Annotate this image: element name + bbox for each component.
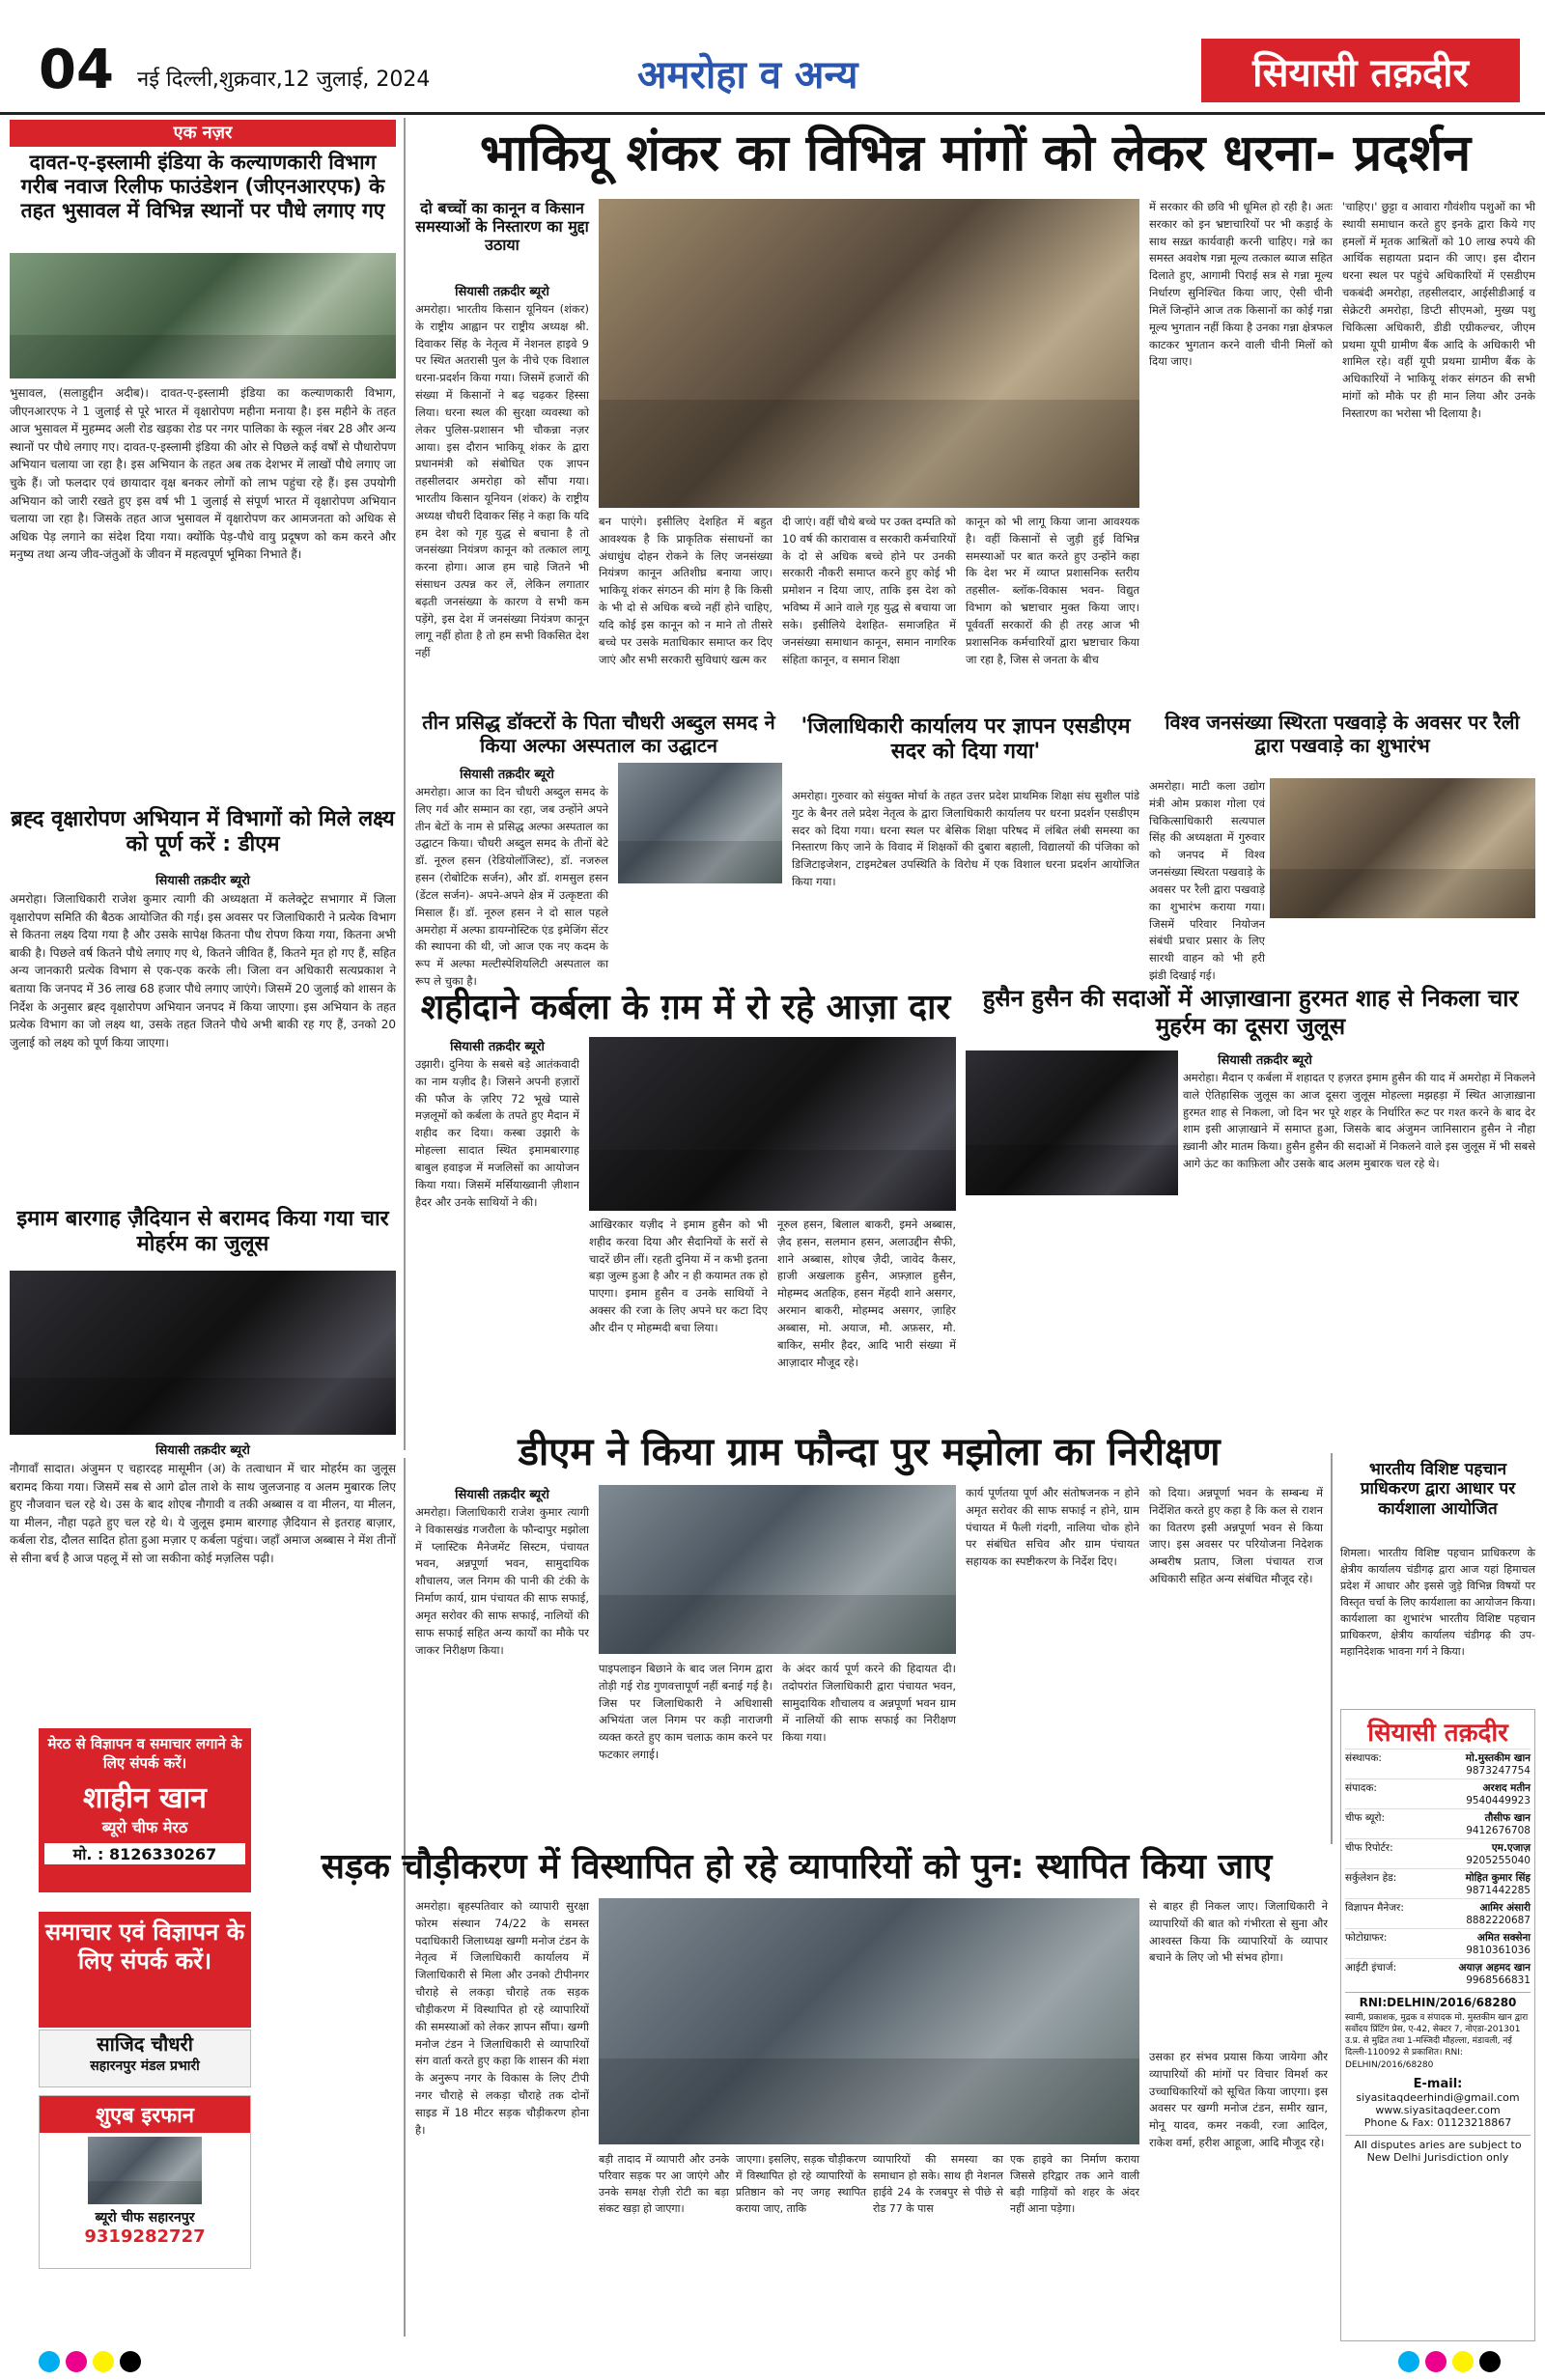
inspection-photo [599, 1485, 956, 1654]
masthead-label: संस्थापक: [1345, 1752, 1382, 1764]
story-body: अमरोहा। मैदान ए कर्बला में शहादत ए हज़रत इमाम हुसैन की याद में अमरोहा में निकलने वाले ऐतिहासिक जुलूस का आज दूसरा जुलूस मोहल्ला मझहड़ा में स्थित आज़ाख़ाना हुरमत शाह से निकला, जो दिन भर पूरे शहर के निर्धारित रूट पर गश्त करने के बाद देर शाम इसी आज़ाखाने में समाप्त हुआ, जिसके बाद अंजुमन जानिसारान हुसैन ने नौहा ख़्वानी और मातम किया। हुसैन हुसैन की सदाओं में निकलने वाले इस जुलूस में भी सबसे आगे ऊंट का काफ़िला और उसके बाद अलम मुबारक चल रहे थे। [1183, 1071, 1535, 1171]
lead-body: में सरकार की छवि भी धूमिल हो रही है। अतः सरकार को इन भ्रष्टाचारियों पर भी कड़ाई के साथ सख़्त कार्यवाही करनी चाहिए। गन्ने का समस्त अवशेष गन्ना मूल्य तत्काल ब्याज सहित दिलाते हुए, आगामी पिराई सत्र से गन्ना मूल्य निर्धारण सुनिश्चित किया जाए, ऐसी चीनी मिलें जिन्होंने आज तक किसानों का कोई गन्ना मूल्य भुगतान नहीं किया है उनका गन्ना क्षेत्रफल काटकर भुगतान करने वाली चीनी मिलों को दिया जाए। [1149, 200, 1333, 369]
color-bar [39, 2351, 147, 2376]
email-link[interactable]: siyasitaqdeerhindi@gmail.com [1356, 2090, 1520, 2104]
muharram-procession-photo [10, 1271, 396, 1435]
ad-role: ब्यूरो चीफ सहारनपुर [95, 2210, 195, 2226]
story-headline: इमाम बारगाह ज़ैदियान से बरामद किया गया चार मोहर्रम का जुलूस [16, 1207, 389, 1257]
story-body: अमरोहा। जिलाधिकारी राजेश कुमार त्यागी ने विकासखंड गजरौला के फौन्दापुर मझोला में प्लास्टिक मैनेजमेंट सिस्टम, पंचायत भवन, अन्नपूर्णा भवन, सामुदायिक शौचालय, जल निगम की पानी की टंकी के निर्माण कार्य, ग्राम पंचायत की साफ सफाई, अमृत सरोवर की साफ सफाई, नालियों की साफ सफाई सहित अन्य कार्यों का मौके पर जाकर निरीक्षण किया। [415, 1505, 589, 1657]
masthead-label: सर्कुलेशन हेड: [1345, 1872, 1397, 1884]
website-link[interactable]: www.siyasitaqdeer.com [1375, 2103, 1501, 2116]
ad-sajid [39, 2030, 251, 2087]
print-registration-strip [0, 2346, 1545, 2380]
masthead-label: संपादक: [1345, 1782, 1377, 1794]
story-body: उसका हर संभव प्रयास किया जायेगा और व्यापारियों की मांगों पर विचार विमर्श कर उच्चाधिकारियों को सूचित किया जाएगा। इस अवसर पर खग्गी मनोज टंडन, समीर खान, मोनू यादव, कमर नकवी, रजा आदिल, राकेश वर्मा, हरीश आहूजा, आदि मौजूद रहे। [1149, 2050, 1328, 2150]
avatar [88, 2137, 202, 2204]
column-divider [1331, 1453, 1333, 1844]
ek-nazar-tag: एक नज़र [10, 120, 396, 147]
ad-title: मेरठ से विज्ञापन व समाचार लगाने के लिए संपर्क करें। [47, 1735, 242, 1772]
story-body: व्यापारियों की समस्या का समाधान हो सके। साथ ही नेशनल हाईवे 24 के रजबपुर से पीछे से रोड 77 के पास [873, 2153, 1003, 2216]
masthead-phone: 9871442285 [1466, 1885, 1531, 1896]
masthead-label: आईटी इंचार्ज: [1345, 1962, 1397, 1974]
masthead-phone: 8882220687 [1466, 1915, 1531, 1926]
email-label: E-mail: [1413, 2076, 1463, 2091]
color-bar [1398, 2351, 1506, 2376]
page-number: 04 [39, 39, 114, 101]
ad-meerut [39, 1728, 251, 1892]
lead-body: 'चाहिए।' छुट्टा व आवारा गौवंशीय पशुओं का भी स्थायी समाधान करते हुए इनके द्वारा किये गए हमलों में मृतक आश्रितों को 10 लाख रुपये की आर्थिक सहायता प्रदान की जाए। इस दौरान धरना स्थल पर पहुंचे अधिकारियों में एसडीएम चकबंदी अमरोहा, तहसीलदार, आईसीडीआई व सेक्रेटरी अमरोहा, डिप्टी सीएमओ, मुख्य पशु चिकित्सा अधिकारी, डीडी एग्रीकल्चर, जीएम प्रथमा यूपी ग्रामीण बैंक आदि के अधिकारी भी शामिल रहे। वहीं यूपी प्रथमा ग्रामीण बैंक के अधिकारियों ने भाकियू शंकर संगठन की सभी मांगों को मौके पर ही मान लिया और उनके निस्तारण का भरोसा भी दिलाया है। [1342, 200, 1535, 420]
masthead-box [1340, 1709, 1535, 2341]
ad-name: साजिद चौधरी [97, 2032, 193, 2056]
masthead-person: अमित सक्सेना [1476, 1932, 1531, 1944]
story-headline: ब्रह्द वृक्षारोपण अभियान में विभागों को मिले लक्ष्य को पूर्ण करें : डीएम [11, 807, 395, 857]
story-body: के अंदर कार्य पूर्ण करने की हिदायत दी। तदोपरांत जिलाधिकारी द्वारा पंचायत भवन, सामुदायिक शौचालय व अन्नपूर्णा भवन ग्राम में नालियों की साफ सफाई का निरीक्षण किया गया। [782, 1662, 956, 1745]
masthead-value [1466, 1751, 1531, 1777]
ad-name: शुएब इरफान [40, 2096, 250, 2133]
byline: सियासी तक़दीर ब्यूरो [460, 768, 554, 782]
masthead-label: फोटोग्राफर: [1345, 1932, 1388, 1944]
masthead-person: अरशद मतीन [1482, 1782, 1531, 1794]
masthead-row [1345, 1808, 1531, 1838]
column-divider [404, 1458, 406, 2337]
byline: सियासी तक़दीर ब्यूरो [450, 1040, 545, 1054]
ad-shoaib [39, 2095, 251, 2269]
lead-body: बन पाएंगे। इसीलिए देशहित में बहुत आवश्यक है कि प्राकृतिक संसाधनों का अंधाधुंध दोहन रोकने के लिए जनसंख्या नियंत्रण कानून अतिशीघ्र बनाया जाए। भाकियू शंकर संगठन की मांग है कि किसी के भी दो से अधिक बच्चे नहीं होने चाहिए, यदि कोई इस कानून को न माने तो तीसरे बच्चे पर उसके मताधिकार समाप्त कर दिए जाएं और सभी सरकारी सुविधाएं खत्म कर [599, 515, 772, 666]
byline: सियासी तक़दीर ब्यूरो [155, 1443, 250, 1458]
page-header [0, 0, 1545, 114]
lead-body: अमरोहा। भारतीय किसान यूनियन (शंकर) के राष्ट्रीय आह्वान पर राष्ट्रीय अध्यक्ष श्री. दिवाकर सिंह के नेतृत्व में नेशनल हाइवे 9 पर स्थित अतरासी पुल के नीचे एक विशाल धरना-प्रदर्शन किया गया। जिसमें हजारों की संख्या में किसानों ने बढ़ चढ़कर हिस्सा लिया। धरना स्थल की सुरक्षा व्यवस्था को लेकर पुलिस-प्रशासन भी चौकन्ना नज़र आया। इस दौरान भाकियू शंकर के द्वारा प्रधानमंत्री को संबोधित एक ज्ञापन तहसीलदार अमरोहा को सौंपा गया। भारतीय किसान यूनियन (शंकर) के राष्ट्रीय अध्यक्ष चौधरी दिवाकर सिंह ने कहा कि यदि हम देश को गृह युद्ध से बचाना है तो जनसंख्या नियंत्रण कानून को तत्काल लागू करना होगा। आज हम चाहे जितने भी संसाधन उत्पन्न कर लें, लेकिन लगातार बढ़ती जनसंख्या के कारण वे सभी कम पड़ेंगे, इस देश में जनसंख्या नियंत्रण कानून लागू नहीं होता है तो हम सभी विकसित देश नहीं [415, 302, 589, 660]
masthead-value [1466, 1931, 1531, 1956]
masthead-value [1466, 1841, 1531, 1866]
story-body: नूरुल हसन, बिलाल बाकरी, इमने अब्बास, ज़ैद हसन, सलमान हसन, अलाउद्दीन सैफी, शाने अब्बास, शोएब ज़ैदी, जावेद कैसर, हाजी अखलाक हुसैन, अफ़्ज़ाल हुसैन, मोहम्मद अतहिक, हसन मेंहदी शाने असगर, अरमान बाकरी, मोहम्मद असगर, ज़ाहिर अब्बास, मो. अयाज, मौ. अफ़सर, मौ. बाकिर, समीर हैदर, आदि भारी संख्या में आज़ादार मौजूद रहे। [777, 1218, 956, 1369]
masthead-value [1466, 1781, 1531, 1806]
story-body: अमरोहा। आज का दिन चौधरी अब्दुल समद के लिए गर्व और सम्मान का रहा, जब उन्होंने अपने तीन बेटों के नाम से प्रसिद्ध अल्फा अस्पताल का उद्घाटन किया। चौधरी अब्दुल समद के तीनों बेटे डॉ. नूरुल हसन (रेडियोलॉजिस्ट), डॉ. नजरुल हसन (रोबोटिक सर्जन), और डॉ. शमसुल हसन (डेंटल सर्जन)- अपने-अपने क्षेत्र में उत्कृष्टता की मिसाल हैं। डॉ. नूरुल हसन ने दो साल पहले अमरोहा में अल्फा डायग्नोस्टिक एंड इमेजिंग सेंटर की स्थापना की थी, जो आज एक नए कदम के रूप में अल्फा मल्टीस्पेशियलिटी अस्पताल का रूप ले चुका है। [415, 785, 608, 988]
story-headline: डीएम ने किया ग्राम फौन्दा पुर मझोला का निरीक्षण [518, 1430, 1221, 1474]
ad-title: समाचार एवं विज्ञापन के लिए संपर्क करें। [44, 1918, 245, 1974]
ad-phone: मो. : 8126330267 [44, 1843, 245, 1864]
byline: सियासी तक़दीर ब्यूरो [455, 1488, 549, 1502]
byline: सियासी तक़दीर ब्यूरो [455, 285, 549, 299]
story-body: अमरोहा। बृहस्पतिवार को व्यापारी सुरक्षा फोरम संस्थान 74/22 के समस्त पदाधिकारी जिलाध्यक्ष खग्गी मनोज टंडन के नेतृत्व में जिलाधिकारी कार्यालय में जिलाधिकारी से मिला और उनको टीपीनगर चौराहे से लकड़ा चौराहे तक सड़क चौड़ीकरण में विस्थापित हो रहे व्यापारियों की समस्याओं को लेकर ज्ञापन सौंपा। खग्गी मनोज टंडन ने जिलाधिकारी से व्यापारियों संग वार्ता करते हुए कहा कि शासन की मंशा के अनुरूप नगर के विकास के लिए टीपी नगर चौराहे से लकड़ा चौराहे तक दोनों साइड में 18 मीटर सड़क चौड़ीकरण होना है। [415, 1899, 589, 2137]
masthead-phone: 9412676708 [1466, 1825, 1531, 1836]
story-body: बड़ी तादाद में व्यापारी और उनके परिवार सड़क पर आ जाएंगे और उनके समक्ष रोज़ी रोटी का बड़ा संकट खड़ा हो जाएगा। [599, 2153, 729, 2216]
masthead-row [1345, 1778, 1531, 1808]
majlis-photo [589, 1037, 956, 1211]
hospital-inauguration-photo [618, 763, 782, 883]
story-headline: तीन प्रसिद्ध डॉक्टरों के पिता चौधरी अब्दुल समद ने किया अल्फा अस्पताल का उद्घाटन [422, 711, 775, 757]
masthead-row [1345, 1868, 1531, 1898]
byline: सियासी तक़दीर ब्यूरो [1218, 1053, 1312, 1068]
masthead-phone: 9205255040 [1466, 1855, 1531, 1866]
masthead-phone: 9968566831 [1466, 1974, 1531, 1986]
story-body: अमरोहा। गुरुवार को संयुक्त मोर्चा के तहत उत्तर प्रदेश प्राथमिक शिक्षा संघ सुशील पांडे गुट के बैनर तले प्रदेश नेतृत्व के द्वारा जिलाधिकारी कार्यालय पर धरना प्रदर्शन एसडीएम सदर को दिया गया। धरना स्थल पर बेसिक शिक्षा परिषद में लंबित लंबी समस्या का निस्तारण किए जाने के विवाद में शिक्षकों की दुबारा बहाली, विद्यालयों की पंजिका को डिजिटाइजेशन, टाइमटेबल उपस्थिति के विरोध में एक विशाल धरना प्रदर्शन आयोजित किया गया। [792, 789, 1139, 889]
masthead-person: एम.एजाज़ [1491, 1842, 1531, 1854]
story-body: भुसावल, (सलाहुद्दीन अदीब)। दावत-ए-इस्लामी इंडिया का कल्याणकारी विभाग, जीएनआरएफ ने 1 जुलाई से पूरे भारत में वृक्षारोपण महीना मनाया है। इस महीने के तहत आज भुसावल में मुहम्मद अली रोड खड़का रोड पर नगर पालिका के स्कूल नंबर 28 और अन्य स्थानों पर पौधे लगाए गए। दावत-ए-इस्लामी इंडिया की ओर से पिछले कई वर्षों से पौधारोपण अभियान चलाया जा रहा है। इस अभियान के तहत अब तक देशभर में लाखों पौधे लगाए जा चुके हैं। जो फलदार एवं छायादार वृक्ष बनकर लोगों को लाभ पहुंचा रहे हैं। इस उपयोगी अभियान को जारी रखते हुए इस वर्ष भी 1 जुलाई से संपूर्ण भारत में वृक्षारोपण अभियान चलाया जा रहा है। जिसके तहत आज भुसावल में वृक्षारोपण कर आमजनता को अधिक से अधिक पेड़ लगाने का संदेश दिया गया। क्योंकि पेड़-पौधे वायु प्रदूषण को कम करने और मनुष्य तथा अन्य जीव-जंतुओं के जीवन में महत्वपूर्ण भूमिका निभाते हैं। [10, 386, 396, 562]
masthead-value [1466, 1871, 1531, 1896]
masthead-row [1345, 1928, 1531, 1958]
lead-subhead: दो बच्चों का कानून व किसान समस्याओं के निस्तारण का मुद्दा उठाया [415, 199, 589, 255]
rally-photo [1270, 778, 1535, 918]
masthead-row [1345, 1958, 1531, 1988]
story-headline: हुसैन हुसैन की सदाओं में आज़ाखाना हुरमत शाह से निकला चार मुहर्रम का दूसरा जुलूस [982, 985, 1519, 1040]
ad-contact [39, 1912, 251, 2028]
story-body: आखिरकार यज़ीद ने इमाम हुसैन को भी शहीद करवा दिया और सैदानियों के सरों से चादरें छीन लीं। रहती दुनिया में न कभी इतना बड़ा जुल्म हुआ है और न ही कयामत तक हो पाएगा। इमाम हुसैन व उनके साथियों ने अक्सर की रजा के लिए अपने घर कटा दिए और दीन ए मोहम्मदी बचा लिया। [589, 1218, 768, 1334]
phone-fax: Phone & Fax: 01123218867 [1363, 2115, 1512, 2129]
brand-logo: सियासी तक़दीर [1201, 39, 1520, 102]
masthead-value [1466, 1901, 1531, 1926]
dateline: नई दिल्ली,शुक्रवार,12 जुलाई, 2024 [137, 68, 431, 92]
story-headline: भारतीय विशिष्ट पहचान प्राधिकरण द्वारा आधार पर कार्यशाला आयोजित [1360, 1460, 1516, 1519]
masthead-label: चीफ ब्यूरो: [1345, 1812, 1385, 1824]
masthead-phone: 9540449923 [1466, 1795, 1531, 1806]
rni-number: RNI:DELHIN/2016/68280 [1345, 1992, 1531, 2009]
story-body: कार्य पूर्णतया पूर्ण और संतोषजनक न होने अमृत सरोवर की साफ सफाई न होने, ग्राम पंचायत में फैली गंदगी, नालिया चोक होने पर संबंधित सचिव और ग्राम पंचायत सहायक का स्पष्टीकरण के निर्देश दिए। [966, 1486, 1139, 1569]
story-headline: सड़क चौड़ीकरण में विस्थापित हो रहे व्यापारियों को पुन: स्थापित किया जाए [321, 1847, 1273, 1887]
masthead-label: चीफ रिपोर्टर: [1345, 1842, 1393, 1854]
section-title: अमरोहा व अन्य [637, 53, 858, 98]
story-body: जाएगा। इसलिए, सड़क चौड़ीकरण में विस्थापित हो रहे व्यापारियों के प्रतिष्ठान को नए जगह स्थापित कराया जाए, ताकि [736, 2153, 866, 2216]
lead-headline: भाकियू शंकर का विभिन्न मांगों को लेकर धरना- प्रदर्शन [479, 125, 1472, 182]
ad-phone: 9319282727 [84, 2226, 206, 2247]
masthead-value [1458, 1961, 1531, 1986]
masthead-brand: सियासी तक़दीर [1367, 1719, 1508, 1748]
story-body: उझारी। दुनिया के सबसे बड़े आतंकवादी का नाम यज़ीद है। जिसने अपनी हज़ारों की फौज के ज़रिए 72 भूखे प्यासे मज़लूमों को कर्बला के तपते हुए मैदान में शहीद कर दिया। कस्बा उझारी के मोहल्ला सादात स्थित इमामबारगाह बाबुल हवाइज में मजलिसों का आयोजन किया गया। जिसमें मर्सियाख्वानी ज़ीशान हैदर और उनके साथियों ने की। [415, 1057, 579, 1209]
traders-photo [599, 1898, 1139, 2144]
story-body: एक हाइवे का निर्माण कराया जिससे हरिद्वार तक आने वाली बड़ी गाड़ियों को शहर के अंदर नहीं आना पड़ेगा। [1010, 2153, 1139, 2216]
ad-role: ब्यूरो चीफ मेरठ [101, 1818, 188, 1836]
masthead-row [1345, 1898, 1531, 1928]
masthead-staff-list [1345, 1749, 1531, 1988]
masthead-label: विज्ञापन मैनेजर: [1345, 1902, 1404, 1914]
story-headline: दावत-ए-इस्लामी इंडिया के कल्याणकारी विभाग गरीब नवाज रिलीफ फाउंडेशन (जीएनआरएफ) के तहत भुसावल में विभिन्न स्थानों पर पौधे लगाए गए [20, 151, 385, 223]
story-headline: शहीदाने कर्बला के ग़म में रो रहे आज़ा दार [420, 988, 951, 1027]
masthead-person: मोहित कुमार सिंह [1465, 1872, 1531, 1884]
story-body: शिमला। भारतीय विशिष्ट पहचान प्राधिकरण के क्षेत्रीय कार्यालय चंडीगढ़ द्वारा आज यहां हिमाचल प्रदेश में आधार और इससे जुड़े विभिन्न विषयों पर विस्तृत चर्चा के लिए कार्यशाला का आयोजन किया। कार्यशाला का शुभारंभ भारतीय विशिष्ट पहचान प्राधिकरण, क्षेत्रीय कार्यालय चंडीगढ़ की उप-महानिदेशक भावना गर्ग ने किया। [1340, 1547, 1535, 1659]
masthead-phone: 9873247754 [1466, 1765, 1531, 1777]
story-body: अमरोहा। जिलाधिकारी राजेश कुमार त्यागी की अध्यक्षता में कलेक्ट्रेट सभागार में जिला वृक्षारोपण समिति की बैठक आयोजित की गई। इस अवसर पर जिलाधिकारी ने प्रत्येक विभाग से कितना लक्ष्य दिया गया है और उसके सापेक्ष कितना पौध रोपण किया गया, कितना अभी बाकी है। पिछले वर्ष कितने पौधे लगाए गए थे, कितने जीवित हैं, कितने मृत हो गए हैं, सहित अन्य जानकारी प्रत्येक विभाग से एक-एक करके ली। जिला वन अधिकारी सत्यप्रकाश ने बताया कि जनपद में 36 लाख 68 हजार पौधे लगाए जाएंगे। जिसमें 20 जुलाई को शासन के निर्देश के अनुसार ब्रह्द वृक्षारोपण अभियान जनपद में किया जाएगा। इस अभियान के तहत प्रत्येक विभाग का जो लक्ष्य था, उसके तहत जितने पौधे अभी बाकी रह गए हैं, उनको 20 जुलाई को लक्ष्य को पूर्ण किया जाएगा। [10, 892, 396, 1050]
story-body: पाइपलाइन बिछाने के बाद जल निगम द्वारा तोड़ी गई रोड गुणवत्तापूर्ण नहीं बनाई गई है। जिस पर जिलाधिकारी ने अधिशासी अभियंता जल निगम पर कड़ी नाराजगी व्यक्त करते हुए काम चलाऊ काम करने पर फटकार लगाई। [599, 1662, 772, 1762]
masthead-row [1345, 1749, 1531, 1778]
masthead-row [1345, 1838, 1531, 1868]
julus-photo [966, 1050, 1178, 1195]
story-headline: विश्व जनसंख्या स्थिरता पखवाड़े के अवसर पर रैली द्वारा पखवाड़े का शुभारंभ [1165, 711, 1520, 757]
ad-role: सहारनपुर मंडल प्रभारी [90, 2058, 200, 2074]
jurisdiction-note: All disputes aries are subject to New Delhi Jurisdiction only [1345, 2135, 1531, 2164]
story-body: नौगावाँ सादात। अंजुमन ए चहारदह मासूमीन (अ) के तत्वाधान में चार मोहर्रम का जुलूस बरामद किया गया। जिसमें सब से आगे ढोल ताशे के साथ जुलजनाह व अलम मुबारक लिए हुए नौजवान चल रहे थे। उस के बाद शोएब नौगावी व तकी अब्बास व वा मीलन, या मीलन, या मीलन, नौहा पढ़ते हुए चल रहे थे। ये जुलूस इमाम बारगाह ज़ैदियान से इतराह बाज़ार, कर्बला रोड, दौलत सादित होता हुआ मज़ार ए कर्बला पहुंचा। जहाँ अमाज अब्बास ने मेंश तीनों से सीना बर्च है आज पहलू में सो जा सकीना कोई मज़लिस पढ़ी। [10, 1462, 396, 1565]
publisher-note: स्वामी, प्रकाशक, मुद्रक व संपादक मो. मुस्तकीम खान द्वारा सर्वोदय प्रिंटिंग प्रेस, ए-42, सेक्टर 7, नोएडा-201301 उ.प्र. से मुद्रित तथा 1-मस्जिदी मौहल्ला, मंडावली, नई दिल्ली-110092 से प्रकाशित। RNI: DELHIN/2016/68280 [1345, 2013, 1529, 2070]
byline: सियासी तक़दीर ब्यूरो [155, 874, 250, 888]
ad-name: शाहीन खान [83, 1781, 207, 1815]
column-divider [404, 118, 406, 1450]
lead-body: दी जाएं। वहीं चौथे बच्चे पर उक्त दम्पति को 10 वर्ष की कारावास व सरकारी कर्मचारियों के दो से अधिक बच्चे होने पर उनकी सरकारी नौकरी समाप्त करने हुए कोई भी प्रमोशन न दिया जाए, ताकि इस देश को भविष्य में आने वाले गृह युद्ध से बचाया जा सके। इसीलिये देशहित- समाजहित में जनसंख्या समाधान कानून, समान नागरिक संहिता कानून, व समान शिक्षा [782, 515, 956, 666]
story-body: अमरोहा। माटी कला उद्योग मंत्री ओम प्रकाश गोला एवं चिकित्साधिकारी सत्यपाल सिंह की अध्यक्षता में गुरुवार को जनपद में विश्व जनसंख्या स्थिरता पखवाड़े के अवसर पर रैली द्वारा पखवाड़े का शुभारंभ कराया गया। जिसमें परिवार नियोजन संबंधी प्रचार प्रसार के लिए सारथी वाहन को भी हरी झंडी दिखाई गई। [1149, 779, 1265, 982]
story-body: को दिया। अन्नपूर्णा भवन के सम्बन्ध में निर्देशित करते हुए कहा है कि कल से राशन का वितरण इसी अन्नपूर्णा भवन से किया जाए। इस अवसर पर परियोजना निदेशक अम्बरीष प्रताप, जिला पंचायत राज अधिकारी सहित अन्य संबंधित मौजूद रहे। [1149, 1486, 1323, 1586]
masthead-person: आमिर अंसारी [1479, 1902, 1531, 1914]
story-headline: 'जिलाधिकारी कार्यालय पर ज्ञापन एसडीएम सदर को दिया गया' [801, 714, 1131, 765]
tree-planting-photo [10, 253, 396, 378]
masthead-person: मो.मुस्तकीम खान [1465, 1752, 1531, 1764]
masthead-person: अयाज़ अहमद खान [1458, 1962, 1531, 1974]
masthead-value [1466, 1811, 1531, 1836]
masthead-phone: 9810361036 [1466, 1945, 1531, 1956]
dharna-photo [599, 199, 1139, 508]
story-body: से बाहर ही निकल जाए। जिलाधिकारी ने व्यापारियों की बात को गंभीरता से सुना और आश्वस्त किया कि व्यापारियों के व्यापार बचाने के लिए जो भी संभव होगा। [1149, 1899, 1328, 1965]
header-rule [0, 112, 1545, 115]
masthead-person: तौसीफ खान [1484, 1812, 1531, 1824]
lead-body: कानून को भी लागू किया जाना आवश्यक है। वहीं किसानों से जुड़ी हुई विभिन्न समस्याओं पर बात करते हुए उन्होंने कहा कि देश भर में व्याप्त प्रशासनिक स्तरीय तहसील- ब्लॉक-विकास भवन- विद्युत विभाग को भ्रष्टाचार मुक्त किया जाए। पूर्ववर्ती सरकारों की ही तरह आज भी प्रशासनिक कर्मचारियों द्वारा भ्रष्टाचार किया जा रहा है, जिस से जनता के बीच [966, 515, 1139, 666]
